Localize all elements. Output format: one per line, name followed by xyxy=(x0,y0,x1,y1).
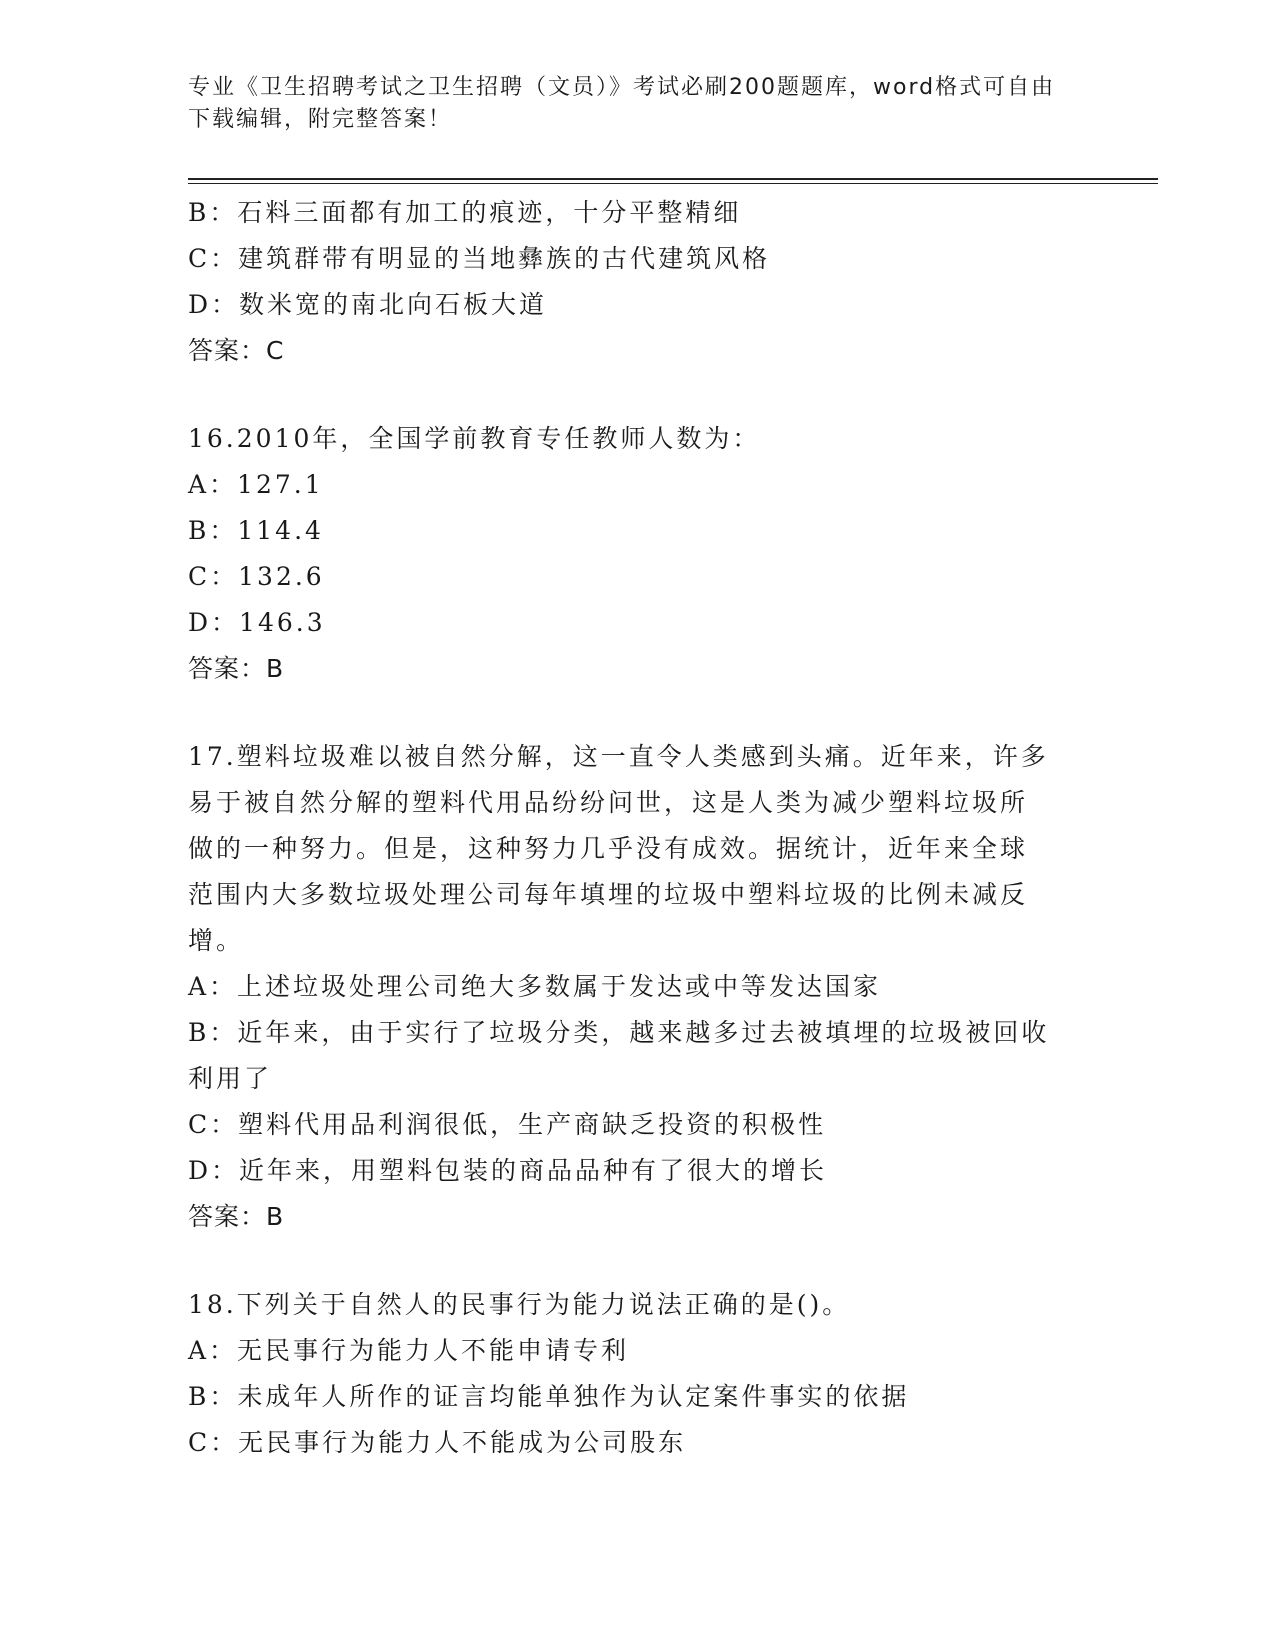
q15-option-b: B：石料三面都有加工的痕迹，十分平整精细 xyxy=(188,198,742,227)
q18-stem: 18.下列关于自然人的民事行为能力说法正确的是()。 xyxy=(188,1290,851,1319)
q17-option-b: B：近年来，由于实行了垃圾分类，越来越多过去被填埋的垃圾被回收 xyxy=(188,1018,1050,1047)
q15-answer: 答案：C xyxy=(188,336,285,365)
q15-option-d: D：数米宽的南北向石板大道 xyxy=(188,290,548,319)
q16-option-d: D：146.3 xyxy=(188,608,326,637)
spacer xyxy=(188,1240,1088,1282)
q16-option-b: B：114.4 xyxy=(188,516,324,545)
q15-option-c: C：建筑群带有明显的当地彝族的古代建筑风格 xyxy=(188,244,771,273)
q17-answer: 答案：B xyxy=(188,1202,285,1231)
q18-option-a: A：无民事行为能力人不能申请专利 xyxy=(188,1336,630,1365)
q17-stem-line: 增。 xyxy=(188,926,245,955)
q16-stem: 16.2010年，全国学前教育专任教师人数为： xyxy=(188,424,761,453)
header-rule-thick xyxy=(188,178,1158,180)
q17-option-a: A：上述垃圾处理公司绝大多数属于发达或中等发达国家 xyxy=(188,972,882,1001)
question-content xyxy=(188,190,1088,1466)
q18-option-c: C：无民事行为能力人不能成为公司股东 xyxy=(188,1428,687,1457)
q16-option-a: A：127.1 xyxy=(188,470,324,499)
q17-stem-line: 易于被自然分解的塑料代用品纷纷问世，这是人类为减少塑料垃圾所 xyxy=(188,788,1029,817)
header-rule-thin xyxy=(188,183,1158,184)
spacer xyxy=(188,374,1088,416)
q16-option-c: C：132.6 xyxy=(188,562,325,591)
q17-stem-line: 17.塑料垃圾难以被自然分解，这一直令人类感到头痛。近年来，许多 xyxy=(188,742,1049,771)
q17-option-b-cont: 利用了 xyxy=(188,1064,273,1093)
q16-answer: 答案：B xyxy=(188,654,285,683)
q17-stem-line: 范围内大多数垃圾处理公司每年填埋的垃圾中塑料垃圾的比例未减反 xyxy=(188,880,1029,909)
q17-option-c: C：塑料代用品利润很低，生产商缺乏投资的积极性 xyxy=(188,1110,827,1139)
q17-option-d: D：近年来，用塑料包装的商品品种有了很大的增长 xyxy=(188,1156,828,1185)
q18-option-b: B：未成年人所作的证言均能单独作为认定案件事实的依据 xyxy=(188,1382,910,1411)
spacer xyxy=(188,692,1088,734)
q17-stem-line: 做的一种努力。但是，这种努力几乎没有成效。据统计，近年来全球 xyxy=(188,834,1029,863)
document-header: 专业《卫生招聘考试之卫生招聘（文员）》考试必刷200题题库，word格式可自由下载编辑，附完整答案！ xyxy=(188,75,1056,132)
